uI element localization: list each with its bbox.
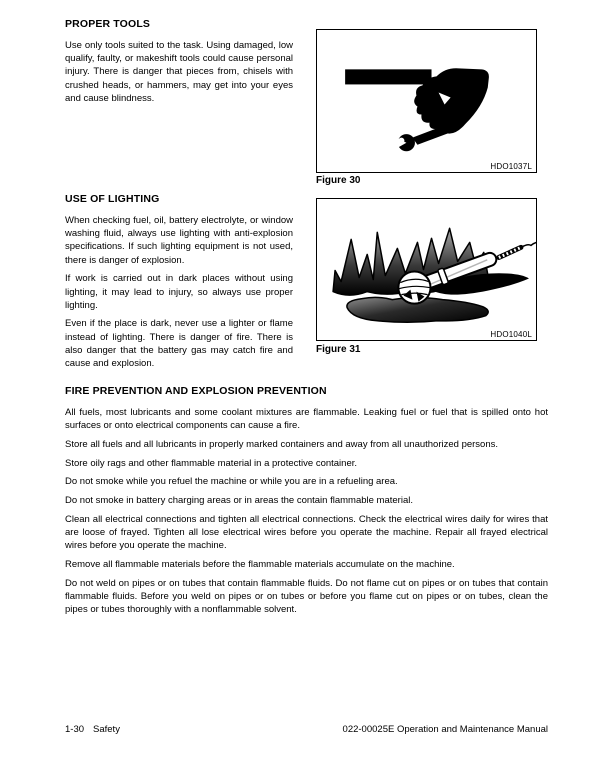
footer-section-label: Safety [93, 724, 120, 735]
figure-caption: Figure 31 [316, 344, 361, 355]
section-fire-prevention [65, 385, 548, 622]
figure-31-frame [316, 198, 537, 341]
section-heading: PROPER TOOLS [65, 18, 151, 30]
paragraph: If work is carried out in dark places without using lighting, it may lead to injury, so always use proper lighting. [65, 273, 293, 311]
paragraph: Use only tools suited to the task. Using damaged, low qualify, faulty, or makeshift tools could cause personal injury. There is danger that pieces from, chisels with crushed heads, or hammers, may get into your eyes and cause blindness. [65, 40, 293, 104]
burning-work-light-illustration [317, 199, 536, 340]
footer-left [65, 724, 120, 735]
section-heading: FIRE PREVENTION AND EXPLOSION PREVENTION [65, 385, 327, 397]
page-number: 1-30 [65, 724, 85, 735]
paragraph: Even if the place is dark, never use a lighter or flame instead of lighting. There is danger of fire. There is also danger that the battery gas may catch fire and cause and explosion. [65, 318, 293, 370]
paragraph: Clean all electrical connections and tighten all electrical connections. Check the electrical wires daily for wires that are loose of frayed. Tighten all lose electrical wires before you operate the machine. Repair all frayed electrical wires before you operate the machine. [65, 513, 548, 552]
section-heading: USE OF LIGHTING [65, 193, 160, 205]
hand-with-wrench-eye-hazard-illustration [317, 30, 536, 172]
paragraph: Remove all flammable materials before the flammable materials accumulate on the machine. [65, 558, 455, 570]
footer-right: 022-00025E Operation and Maintenance Manual [342, 724, 548, 735]
paragraph: All fuels, most lubricants and some coolant mixtures are flammable. Leaking fuel or fuel that is spilled onto hot surfaces or onto electrical components can cause a fire. [65, 407, 548, 432]
paragraph: Store all fuels and all lubricants in properly marked containers and away from all unauthorized persons. [65, 438, 499, 450]
paragraph: When checking fuel, oil, battery electrolyte, or window washing fluid, always use lighting with anti-explosion specifications. If such lighting equipment is not used, there is danger of explosion. [65, 215, 293, 266]
paragraph: Store oily rags and other flammable material in a protective container. [65, 457, 358, 469]
section-use-of-lighting [65, 193, 293, 376]
section-proper-tools [65, 18, 293, 111]
figure-code: HDO1037L [490, 162, 532, 171]
figure-caption: Figure 30 [316, 175, 361, 186]
paragraph: Do not smoke in battery charging areas or in areas the contain flammable material. [65, 495, 413, 507]
page-footer [65, 724, 548, 735]
figure-30-frame [316, 29, 537, 173]
paragraph: Do not weld on pipes or on tubes that contain flammable fluids. Do not flame cut on pipes or on tubes that contain flammable fluids. Before you weld on pipes or on tubes or before you flame cut on pipes or on tubes, clean the pipes or tubes thoroughly with a nonflammable solvent. [65, 577, 548, 615]
paragraph: Do not smoke while you refuel the machine or while you are in a refueling area. [65, 476, 398, 488]
figure-code: HDO1040L [490, 330, 532, 339]
